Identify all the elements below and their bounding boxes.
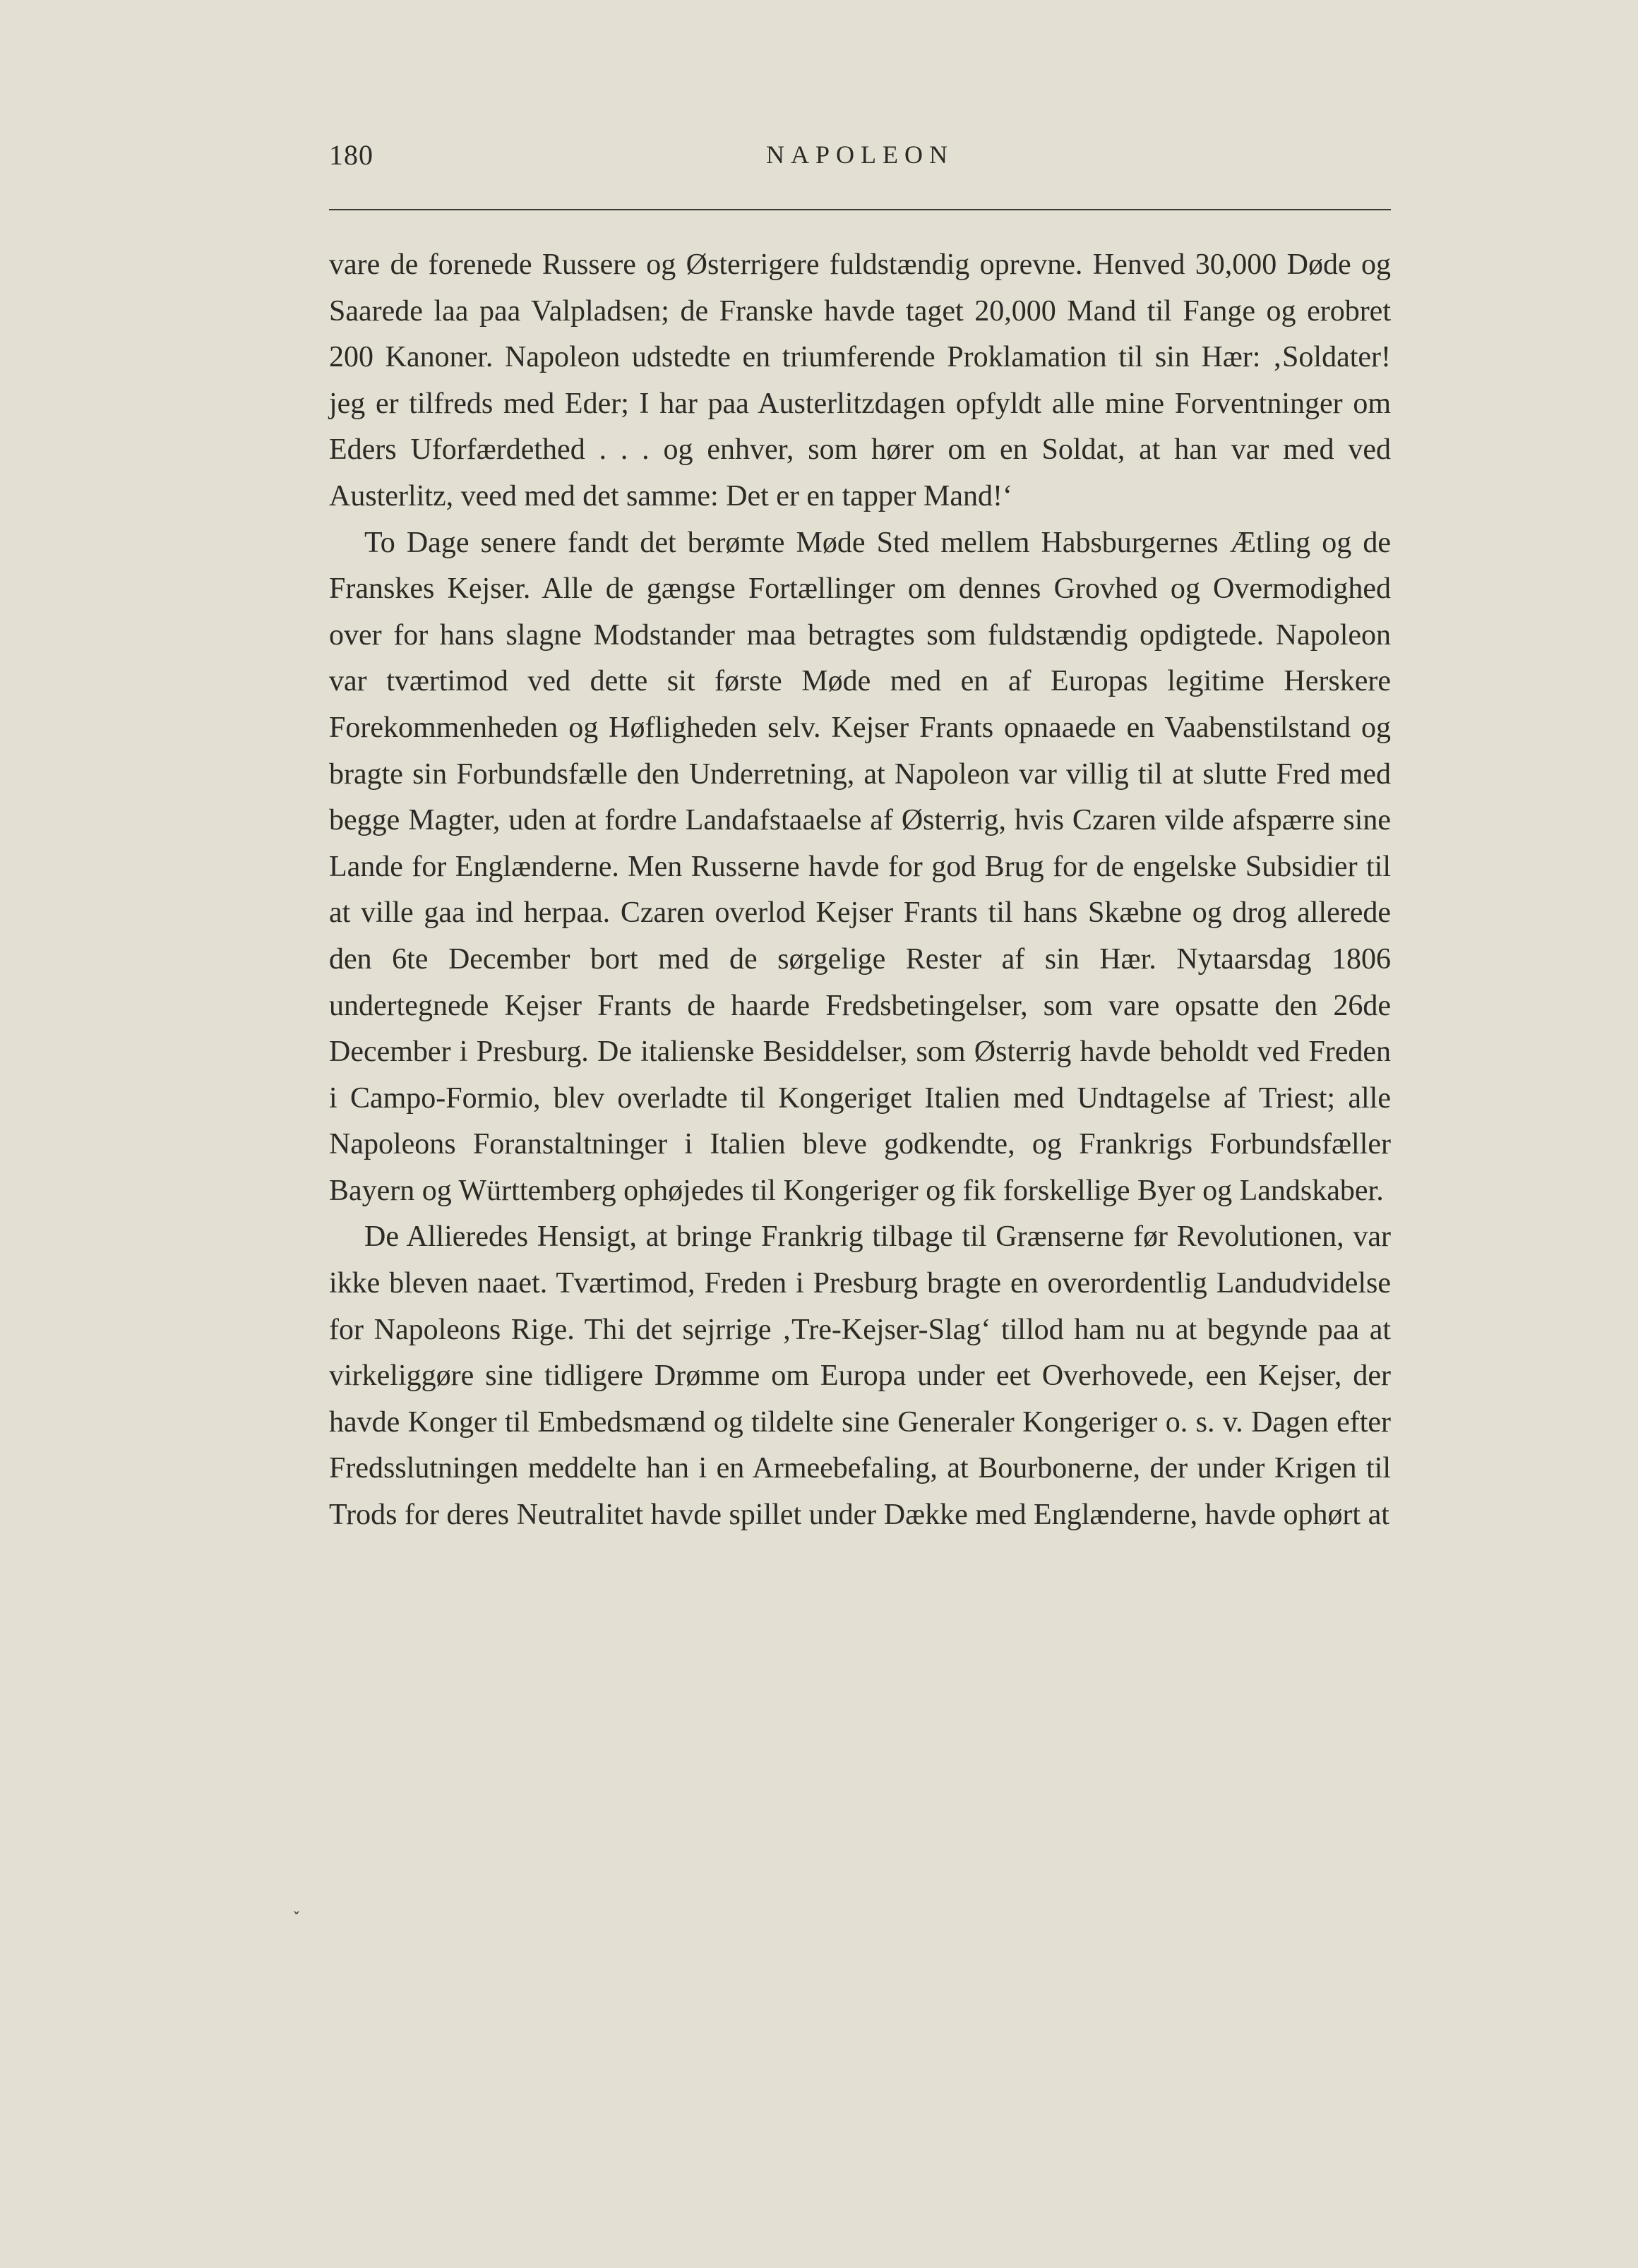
margin-mark: ˯ xyxy=(292,1887,301,1915)
body-text xyxy=(329,242,1391,1539)
page-header xyxy=(329,134,1391,184)
running-title: NAPOLEON xyxy=(766,140,954,169)
paragraph-2: To Dage senere fandt det berømte Møde Sted mellem Habsburgernes Ætling og de Franskes Kejser. Alle de gængse Fortællinger om dennes Grovhed og Overmodighed over for hans slagne Modstander maa betragtes som fuldstændig opdigtede. Napoleon var tværtimod ved dette sit første Møde med en af Europas legitime Herskere Forekommenheden og Høfligheden selv. Kejser Frants opnaaede en Vaabenstilstand og bragte sin Forbundsfælle den Underretning, at Napoleon var villig til at slutte Fred med begge Magter, uden at fordre Landafstaaelse af Østerrig, hvis Czaren vilde afspærre sine Lande for Englænderne. Men Russerne havde for god Brug for de engelske Subsidier til at ville gaa ind herpaa. Czaren overlod Kejser Frants til hans Skæbne og drog allerede den 6te December bort med de sørgelige Rester af sin Hær. Nytaarsdag 1806 undertegnede Kejser Frants de haarde Fredsbetingelser, som vare opsatte den 26de December i Presburg. De italienske Besiddelser, som Østerrig havde beholdt ved Freden i Campo-Formio, blev overladte til Kongeriget Italien med Undtagelse af Triest; alle Napoleons Foranstaltninger i Italien bleve godkendte, og Frankrigs Forbundsfæller Bayern og Württemberg ophøjedes til Kongeriger og fik forskellige Byer og Landskaber. xyxy=(329,526,1391,1207)
paragraph-3: De Allieredes Hensigt, at bringe Frankrig tilbage til Grænserne før Revolutionen, var ikke bleven naaet. Tværtimod, Freden i Presburg bragte en overordentlig Landudvidelse for Napoleons Rige. Thi det sejrrige ‚Tre-Kejser-Slag‘ tillod ham nu at begynde paa at virkeliggøre sine tidligere Drømme om Europa under eet Overhovede, een Kejser, der havde Konger til Embedsmænd og tildelte sine Generaler Kongeriger o. s. v. Dagen efter Fredsslutningen meddelte han i en Armeebefaling, at Bourbonerne, der under Krigen til Trods for deres Neutralitet havde spillet under Dække med Englænderne, havde ophørt at xyxy=(329,1220,1391,1532)
paragraph-1: vare de forenede Russere og Østerrigere fuldstændig oprevne. Henved 30,000 Døde og Saarede laa paa Valpladsen; de Franske havde taget 20,000 Mand til Fange og erobret 200 Kanoner. Napoleon udstedte en triumferende Proklamation til sin Hær: ‚Soldater! jeg er tilfreds med Eder; I har paa Austerlitzdagen opfyldt alle mine Forventninger om Eders Uforfærdethed . . . og enhver, som hører om en Soldat, at han var med ved Austerlitz, veed med det samme: Det er en tapper Mand!‘ xyxy=(329,248,1391,512)
page-number: 180 xyxy=(329,139,373,171)
header-rule xyxy=(329,209,1391,210)
